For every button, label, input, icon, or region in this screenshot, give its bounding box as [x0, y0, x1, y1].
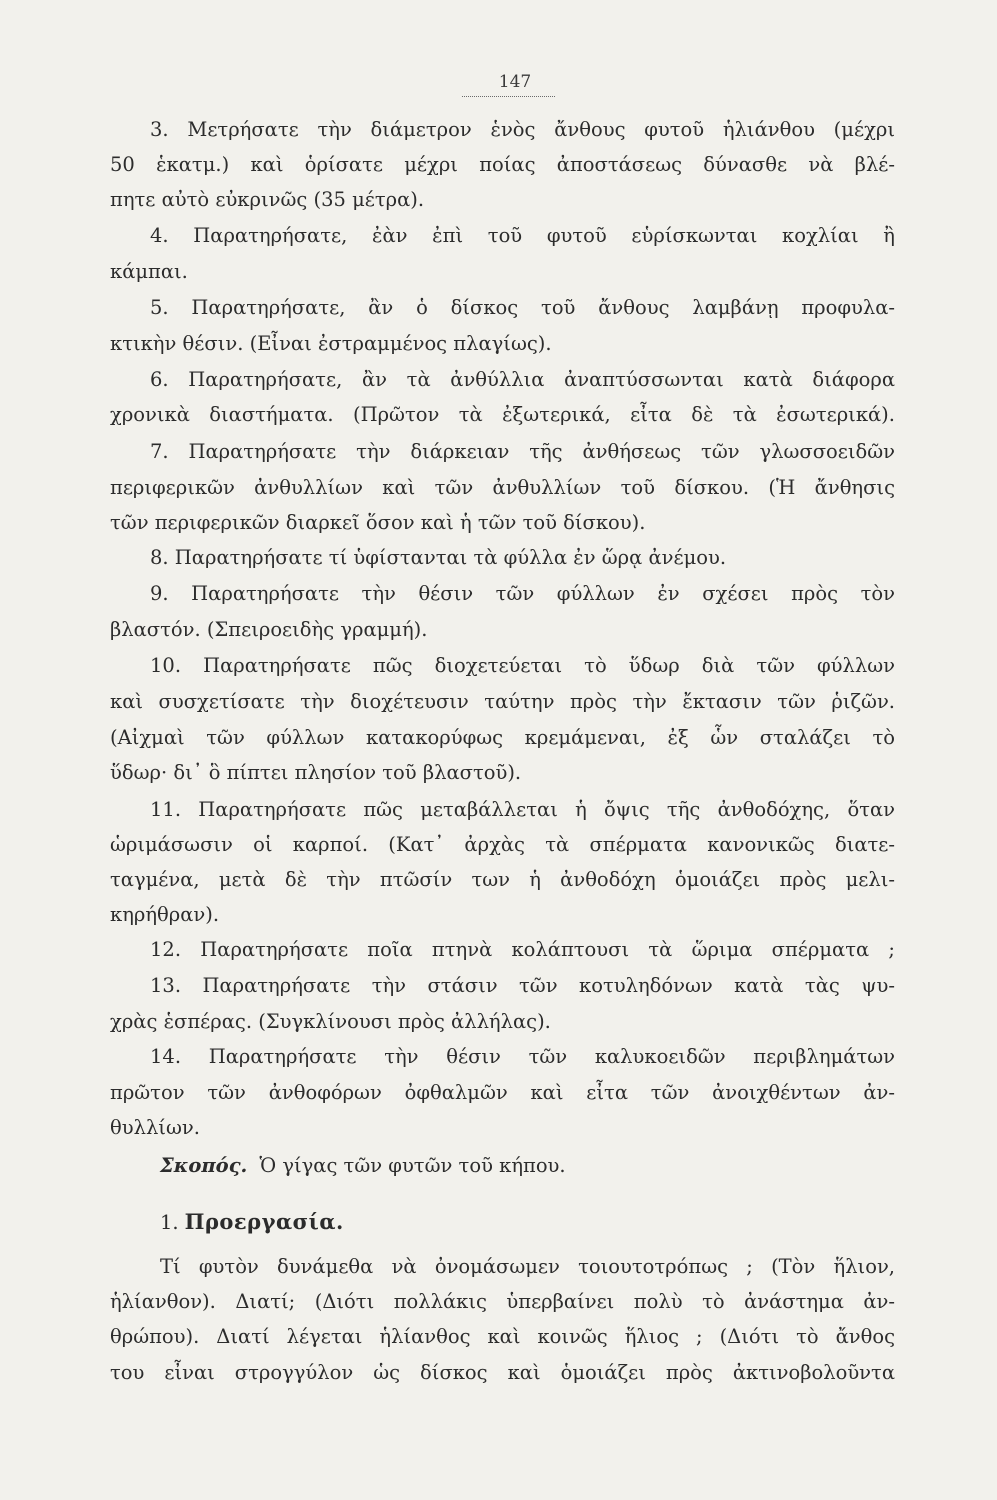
- text-line: πητε αὐτὸ εὐκρινῶς (35 μέτρα).: [110, 188, 425, 211]
- section-number: 1.: [160, 1211, 179, 1234]
- text-line: καὶ συσχετίσατε τὴν διοχέτευσιν ταύτην πρὸς τὴν ἔκτασιν τῶν ῥιζῶν.: [110, 690, 895, 713]
- text-line: 4. Παρατηρήσατε, ἐὰν ἐπὶ τοῦ φυτοῦ εὑρίσκωνται κοχλίαι ἢ: [150, 224, 895, 247]
- text-line: 12. Παρατηρήσατε ποῖα πτηνὰ κολάπτουσι τὰ ὥριμα σπέρματα ;: [150, 938, 895, 961]
- text-line: ἡλίανθον). Διατί; (Διότι πολλάκις ὑπερβαίνει πολὺ τὸ ἀνάστημα ἀν-: [110, 1290, 895, 1313]
- text-line: 14. Παρατηρήσατε τὴν θέσιν τῶν καλυκοειδῶν περιβλημάτων: [150, 1045, 895, 1068]
- aim-label: Σκοπός.: [160, 1154, 248, 1177]
- text-line: 11. Παρατηρήσατε πῶς μεταβάλλεται ἡ ὄψις τῆς ἀνθοδόχης, ὅταν: [150, 798, 895, 821]
- text-line: θυλλίων.: [110, 1116, 200, 1139]
- page-number-rule: [462, 96, 555, 97]
- text-line: Τί φυτὸν δυνάμεθα νὰ ὀνομάσωμεν τοιουτοτρόπως ; (Τὸν ἥλιον,: [160, 1255, 895, 1278]
- text-line: πρῶτον τῶν ἀνθοφόρων ὀφθαλμῶν καὶ εἶτα τῶν ἀνοιχθέντων ἀν-: [110, 1081, 895, 1104]
- text-line: 9. Παρατηρήσατε τὴν θέσιν τῶν φύλλων ἐν σχέσει πρὸς τὸν: [150, 582, 895, 605]
- text-line: 8. Παρατηρήσατε τί ὑφίστανται τὰ φύλλα ἐν ὥρᾳ ἀνέμου.: [150, 546, 727, 569]
- aim-text: Ὁ γίγας τῶν φυτῶν τοῦ κήπου.: [259, 1154, 566, 1177]
- text-line: 7. Παρατηρήσατε τὴν διάρκειαν τῆς ἀνθήσεως τῶν γλωσσοειδῶν: [150, 440, 895, 463]
- text-line: τῶν περιφερικῶν διαρκεῖ ὅσον καὶ ἡ τῶν τοῦ δίσκου).: [110, 511, 646, 534]
- section-title: Προεργασία.: [184, 1209, 344, 1234]
- text-line: 3. Μετρήσατε τὴν διάμετρον ἑνὸς ἄνθους φυτοῦ ἡλιάνθου (μέχρι: [150, 118, 895, 141]
- text-line: ταγμένα, μετὰ δὲ τὴν πτῶσίν των ἡ ἀνθοδόχη ὁμοιάζει πρὸς μελι-: [110, 868, 895, 891]
- text-line: βλαστόν. (Σπειροειδὴς γραμμή).: [110, 618, 428, 641]
- text-line: του εἶναι στρογγύλον ὡς δίσκος καὶ ὁμοιάζει πρὸς ἀκτινοβολοῦντα: [110, 1361, 895, 1384]
- text-line: ὡριμάσωσιν οἱ καρποί. (Κατ᾽ ἀρχὰς τὰ σπέρματα κανονικῶς διατε-: [110, 833, 895, 856]
- page-number: 147: [498, 72, 532, 92]
- section-heading: [160, 1207, 895, 1237]
- text-line: χρονικὰ διαστήματα. (Πρῶτον τὰ ἐξωτερικά, εἶτα δὲ τὰ ἐσωτερικά).: [110, 403, 895, 426]
- text-line: 13. Παρατηρήσατε τὴν στάσιν τῶν κοτυληδόνων κατὰ τὰς ψυ-: [150, 974, 895, 997]
- text-line: περιφερικῶν ἀνθυλλίων καὶ τῶν ἀνθυλλίων τοῦ δίσκου. (Ἡ ἄνθησις: [110, 476, 895, 499]
- text-line: 6. Παρατηρήσατε, ἂν τὰ ἀνθύλλια ἀναπτύσσωνται κατὰ διάφορα: [150, 368, 895, 391]
- text-line: 10. Παρατηρήσατε πῶς διοχετεύεται τὸ ὕδωρ διὰ τῶν φύλλων: [150, 654, 895, 677]
- text-line: 50 ἑκατμ.) καὶ ὁρίσατε μέχρι ποίας ἀποστάσεως δύνασθε νὰ βλέ-: [110, 153, 895, 176]
- text-line: (Αἰχμαὶ τῶν φύλλων κατακορύφως κρεμάμεναι, ἐξ ὧν σταλάζει τὸ: [110, 726, 895, 749]
- text-line: ὕδωρ· δι᾽ ὃ πίπτει πλησίον τοῦ βλαστοῦ).: [110, 761, 522, 784]
- text-line: θρώπου). Διατί λέγεται ἡλίανθος καὶ κοινῶς ἥλιος ; (Διότι τὸ ἄνθος: [110, 1325, 895, 1348]
- text-line: κάμπαι.: [110, 260, 188, 283]
- text-line: κηρήθραν).: [110, 903, 220, 926]
- text-line: χρὰς ἑσπέρας. (Συγκλίνουσι πρὸς ἀλλήλας).: [110, 1010, 551, 1033]
- text-line: κτικὴν θέσιν. (Εἶναι ἐστραμμένος πλαγίως).: [110, 332, 552, 355]
- text-line: 5. Παρατηρήσατε, ἂν ὁ δίσκος τοῦ ἄνθους λαμβάνῃ προφυλα-: [150, 296, 895, 319]
- aim-line: [160, 1151, 895, 1181]
